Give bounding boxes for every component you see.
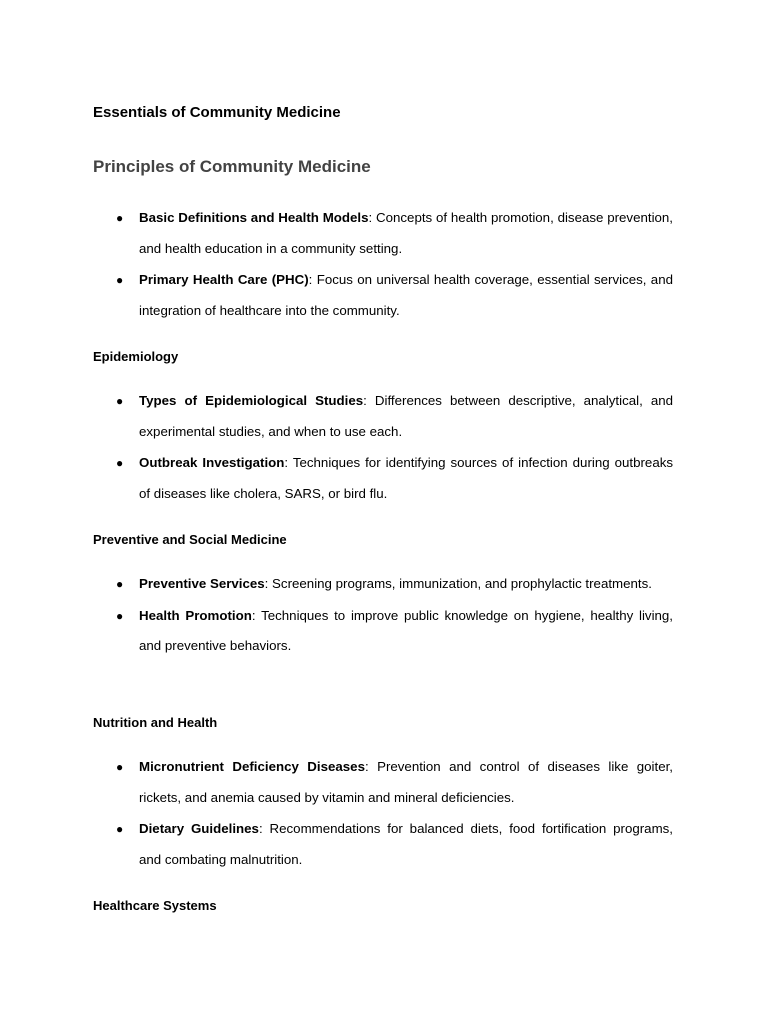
list-item	[93, 601, 673, 662]
item-term: Dietary Guidelines	[139, 821, 259, 836]
bullet-icon: ●	[116, 211, 124, 225]
section-heading-preventive-social-medicine: Preventive and Social Medicine	[93, 532, 287, 547]
bullet-icon: ●	[116, 273, 124, 287]
bullet-list-epidemiology	[93, 386, 673, 509]
item-text: : Screening programs, immunization, and prophylactic treatments.	[264, 576, 652, 591]
item-text: : Prevention and control of diseases like goiter, rickets, and anemia caused by vitamin and mineral deficiencies.	[139, 759, 673, 805]
bullet-icon: ●	[116, 822, 124, 836]
list-item	[93, 448, 673, 509]
item-term: Health Promotion	[139, 607, 252, 623]
item-text: : Recommendations for balanced diets, food fortification programs, and combating malnutrition.	[139, 821, 673, 867]
item-text: : Techniques to improve public knowledge on hygiene, healthy living, and preventive behaviors.	[139, 607, 674, 653]
list-item	[93, 752, 673, 813]
list-item	[93, 569, 673, 600]
bullet-icon: ●	[116, 456, 124, 470]
bullet-icon: ●	[116, 760, 124, 774]
item-text: : Techniques for identifying sources of infection during outbreaks of diseases like cholera, SARS, or bird flu.	[139, 455, 674, 501]
list-item	[93, 814, 673, 875]
list-item	[93, 386, 673, 447]
section-heading-healthcare-systems: Healthcare Systems	[93, 898, 217, 913]
item-term: Preventive Services	[139, 576, 265, 591]
bullet-icon: ●	[116, 608, 124, 623]
bullet-icon: ●	[116, 577, 124, 591]
item-term: Outbreak Investigation	[139, 455, 285, 470]
bullet-list-preventive-social-medicine	[93, 569, 673, 662]
item-term: Types of Epidemiological Studies	[139, 393, 364, 408]
bullet-icon: ●	[116, 394, 124, 408]
list-item	[93, 203, 673, 264]
bullet-list-nutrition-health	[93, 752, 673, 875]
item-text: : Concepts of health promotion, disease prevention, and health education in a community setting.	[139, 210, 674, 256]
list-item	[93, 265, 673, 326]
item-term: Micronutrient Deficiency Diseases	[139, 759, 365, 774]
item-text: : Focus on universal health coverage, essential services, and integration of healthcare into the community.	[139, 272, 673, 318]
document-title: Essentials of Community Medicine	[93, 104, 341, 121]
section-heading-nutrition-health: Nutrition and Health	[93, 715, 218, 730]
item-term: Basic Definitions and Health Models	[139, 210, 369, 225]
section-heading-epidemiology: Epidemiology	[93, 349, 179, 364]
item-term: Primary Health Care (PHC)	[139, 272, 309, 287]
main-heading: Principles of Community Medicine	[93, 157, 371, 176]
bullet-list-principles	[93, 203, 673, 326]
item-text: : Differences between descriptive, analytical, and experimental studies, and when to use each.	[139, 393, 674, 439]
